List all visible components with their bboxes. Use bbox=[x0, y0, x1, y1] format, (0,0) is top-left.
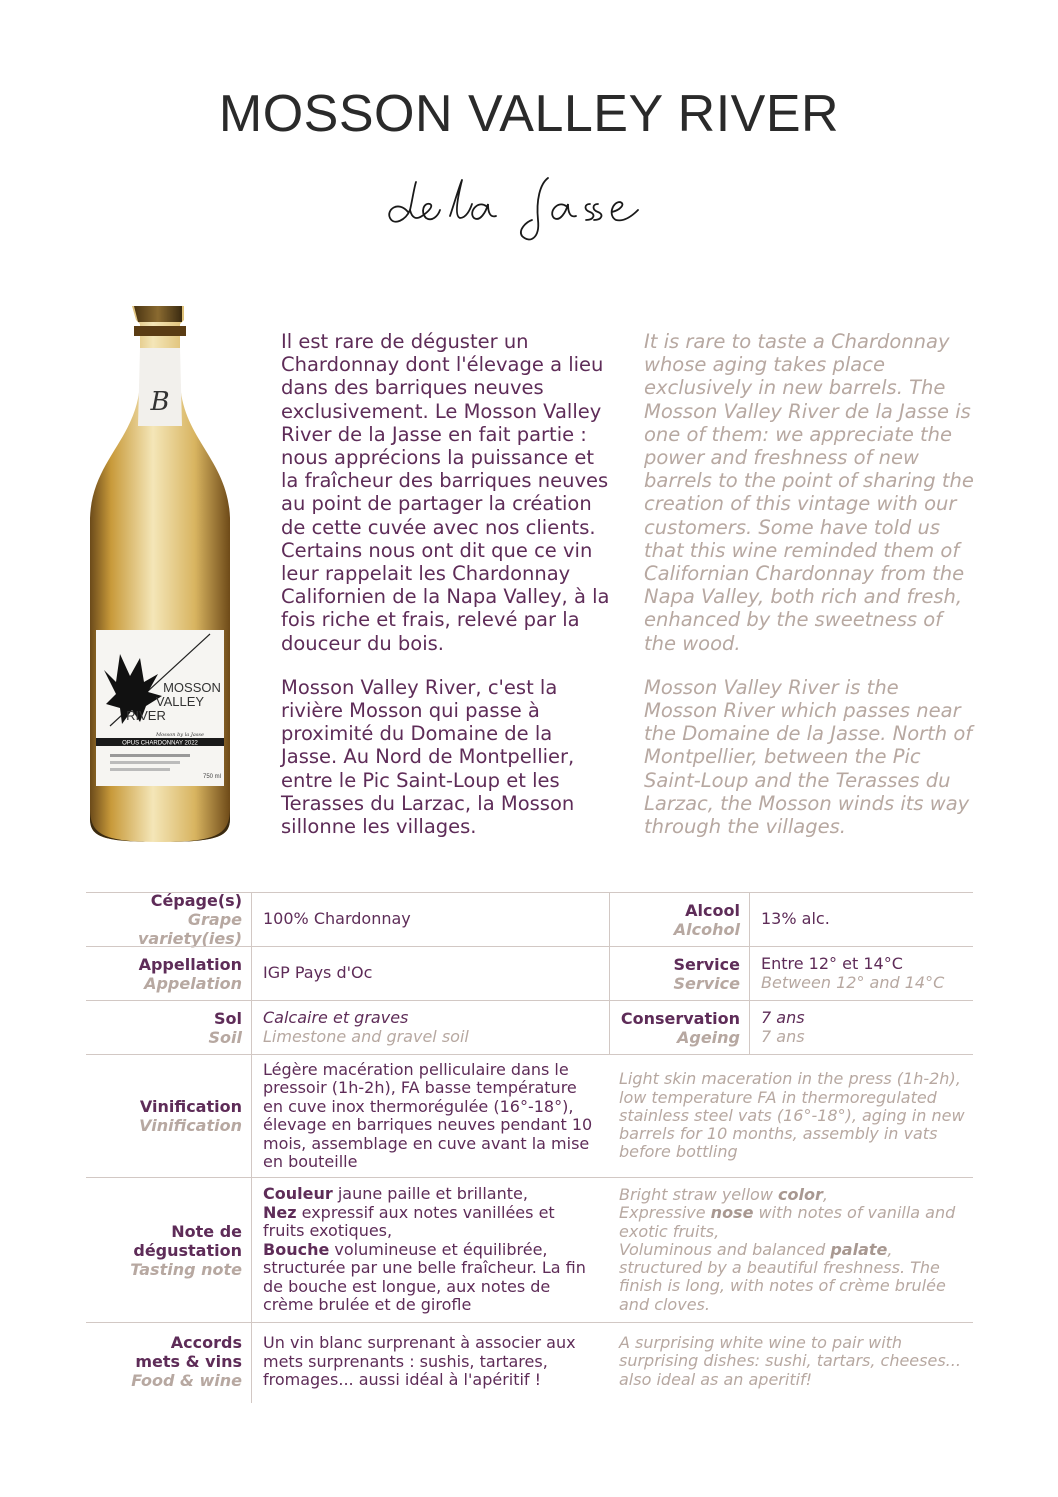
appellation-label: Appellation bbox=[138, 954, 242, 974]
spec-row-degustation bbox=[86, 1177, 973, 1322]
neck-label-text: B bbox=[150, 387, 170, 417]
service-label: Service bbox=[673, 954, 740, 974]
conservation-value-en: 7 ans bbox=[761, 1026, 805, 1046]
cepage-label: Cépage(s) bbox=[150, 891, 242, 910]
service-value: Entre 12° et 14°C bbox=[761, 954, 903, 973]
intro-french bbox=[281, 330, 611, 859]
spec-row-appellation bbox=[86, 946, 973, 1000]
intro-fr-paragraph-1: Il est rare de déguster un Chardonnay dont l'élevage a lieu dans des barriques neuves exclusivement. Le Mosson Valley River de la Jasse en fait partie : nous apprécions la puissance et la fraîcheur des barriques neuves au point de partager la création de cette cuvée avec nos clients. Certains nous ont dit que ce vin leur rappelait les Chardonnay Californien de la Napa Valley, à la fois riche et frais, relevé par la douceur du bois. bbox=[281, 330, 610, 655]
sol-value-en: Limestone and gravel soil bbox=[263, 1026, 469, 1046]
intro-fr-paragraph-2: Mosson Valley River, c'est la rivière Mosson qui passe à proximité du Domaine de la Jasse. Au Nord de Montpellier, entre le Pic Saint-Loup et les Terasses du Larzac, la Mosson sillonne les villages. bbox=[281, 675, 575, 839]
intro-en-paragraph-2: Mosson Valley River is the Mosson River which passes near the Domaine de la Jasse. North of Montpellier, between the Pic Saint-Loup and the Terasses du Larzac, the Mosson winds its way through the villages. bbox=[644, 675, 973, 839]
service-value-en: Between 12° and 14°C bbox=[761, 972, 945, 992]
conservation-value: 7 ans bbox=[761, 1008, 805, 1027]
alcool-label-en: Alcohol bbox=[673, 919, 740, 939]
page-title: MOSSON VALLEY RIVER bbox=[218, 85, 840, 143]
svg-text:750 ml: 750 ml bbox=[202, 774, 222, 780]
degustation-label-2: dégustation bbox=[133, 1240, 242, 1260]
appellation-value: IGP Pays d'Oc bbox=[263, 963, 373, 983]
svg-text:RIVER: RIVER bbox=[126, 708, 166, 723]
cepage-label-en: Grape variety(ies) bbox=[137, 910, 242, 948]
intro-en-paragraph-1: It is rare to taste a Chardonnay whose aging takes place exclusively in new barrels. The Mosson Valley River de la Jasse is one of them: we appreciate the power and freshness of new barrels to the point of sharing the creation of this vintage with our customers. Some have told us that this wine reminded them of Californian Chardonnay from the Napa Valley, both rich and fresh, enhanced by the sweetness of the wood. bbox=[644, 330, 974, 655]
accords-label-2: mets & vins bbox=[135, 1352, 242, 1371]
conservation-label-en: Ageing bbox=[676, 1027, 740, 1047]
accords-value-en: A surprising white wine to pair with surprising dishes: sushi, tartars, cheeses... also ideal as an aperitif! bbox=[619, 1333, 961, 1389]
vinification-label: Vinification bbox=[139, 1097, 242, 1116]
svg-text:VALLEY: VALLEY bbox=[155, 694, 205, 709]
degustation-value-fr: Couleur jaune paille et brillante, Nez expressif aux notes vanillées et fruits exotiques, Bouche volumineuse et équilibrée, structurée par une belle fraîcheur. La fin de bouche est longue, aux notes de crème brulée et de girofle bbox=[251, 1178, 609, 1322]
accords-label-en: Food & wine bbox=[131, 1371, 242, 1390]
accords-label-1: Accords bbox=[170, 1333, 242, 1352]
spec-row-cepage bbox=[86, 892, 973, 946]
accords-value-fr: Un vin blanc surprenant à associer aux mets surprenants : sushis, tartares, fromages... aussi idéal à l'apéritif ! bbox=[263, 1333, 576, 1389]
cepage-value: 100% Chardonnay bbox=[263, 909, 411, 929]
vinification-value-en: Light skin maceration in the press (1h-2h), low temperature FA in thermoregulated stainless steel vats (16°-18°), aging in new barrels for 10 months, assembly in vats before bottling bbox=[619, 1069, 965, 1162]
svg-text:OPUS CHARDONNAY 2022: OPUS CHARDONNAY 2022 bbox=[122, 740, 198, 747]
sol-label: Sol bbox=[214, 1008, 242, 1028]
appellation-label-en: Appelation bbox=[144, 973, 242, 993]
signature-logo bbox=[380, 160, 680, 250]
degustation-label-en: Tasting note bbox=[130, 1259, 242, 1279]
conservation-label: Conservation bbox=[620, 1008, 740, 1028]
degustation-value-en: Bright straw yellow color, Expressive nose with notes of vanilla and exotic fruits, Voluminous and balanced palate, structured by a beautiful freshness. The finish is long, with notes of crème brulée and cloves. bbox=[619, 1185, 956, 1314]
svg-text:MOSSON: MOSSON bbox=[163, 680, 221, 695]
spec-row-accords bbox=[86, 1322, 973, 1403]
vinification-value-fr: Légère macération pelliculaire dans le pressoir (1h-2h), FA basse température en cuve inox thermorégulée (16°-18°), élevage en barriques neuves pendant 10 mois, assemblage en cuve avant la mise en bouteille bbox=[263, 1059, 593, 1171]
alcool-value: 13% alc. bbox=[761, 909, 830, 929]
spec-row-vinification bbox=[86, 1054, 973, 1177]
sol-value: Calcaire et graves bbox=[263, 1008, 409, 1027]
svg-text:Mosson by la Jasse: Mosson by la Jasse bbox=[156, 732, 204, 738]
sol-label-en: Soil bbox=[208, 1027, 242, 1047]
degustation-label-1: Note de bbox=[171, 1221, 242, 1241]
spec-row-sol bbox=[86, 1000, 973, 1054]
wine-bottle-image bbox=[80, 298, 240, 844]
intro-english bbox=[644, 330, 974, 859]
vinification-label-en: Vinification bbox=[139, 1116, 242, 1135]
service-label-en: Service bbox=[673, 973, 740, 993]
specs-table bbox=[86, 892, 973, 1403]
alcool-label: Alcool bbox=[685, 900, 740, 920]
